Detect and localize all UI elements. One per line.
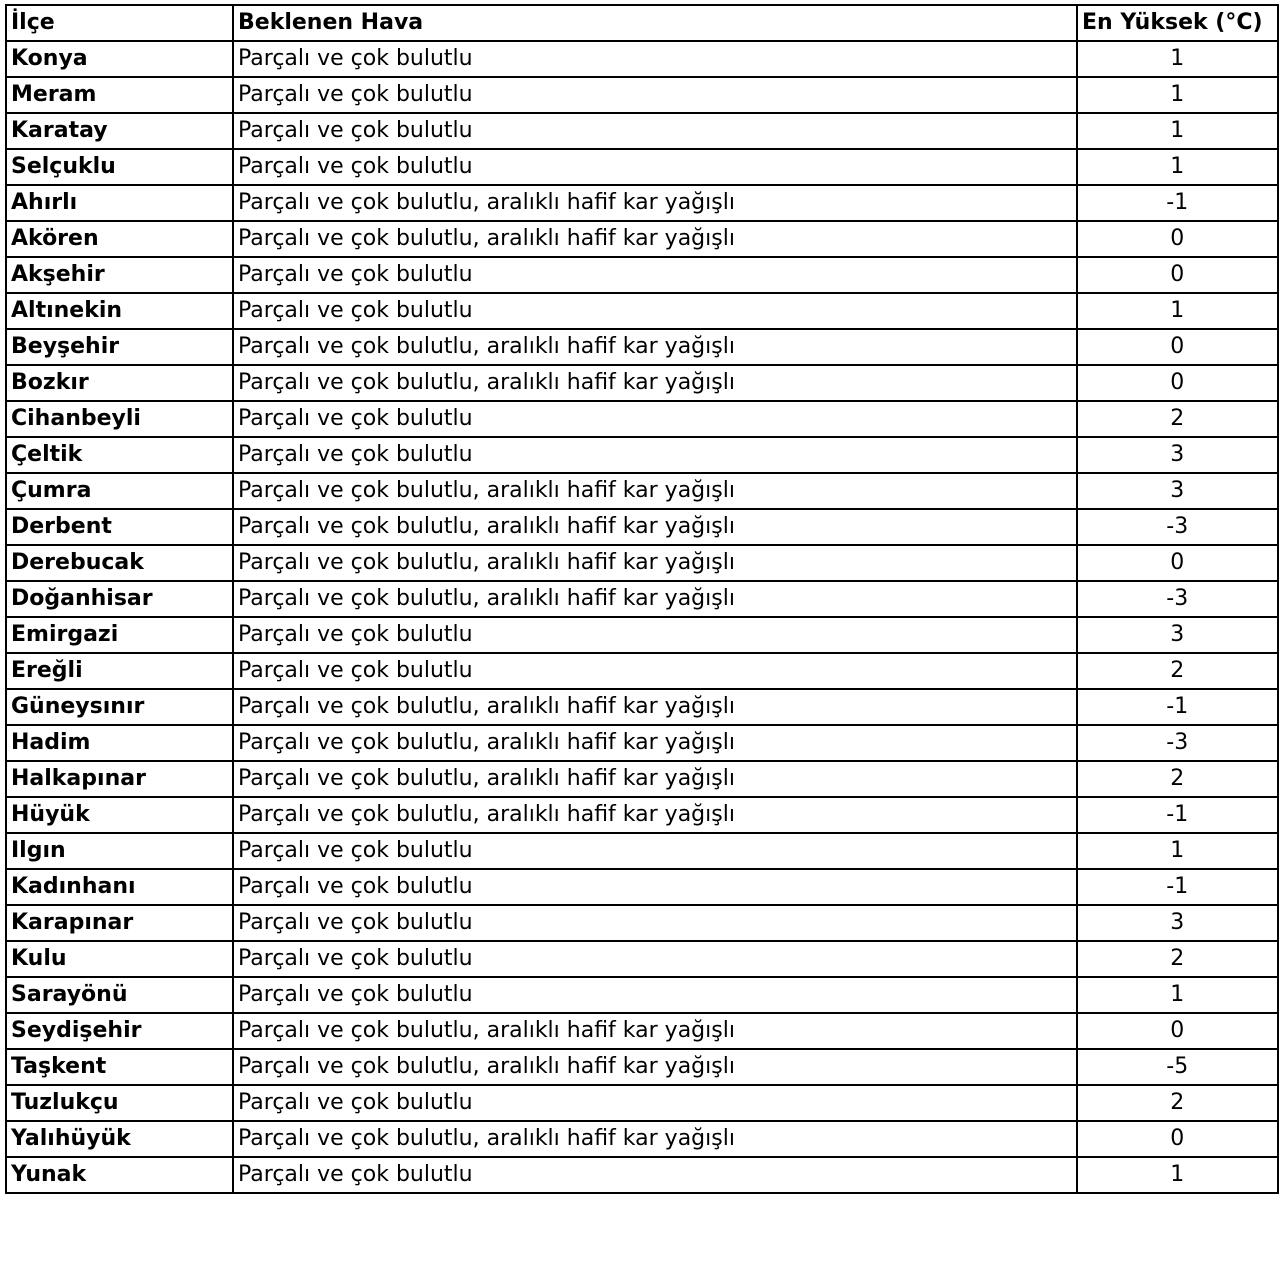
table-row xyxy=(6,1013,1278,1049)
table-row xyxy=(6,365,1278,401)
district-cell: Seydişehir xyxy=(6,1013,233,1049)
table-row xyxy=(6,401,1278,437)
forecast-cell: Parçalı ve çok bulutlu, aralıklı hafif kar yağışlı xyxy=(233,545,1077,581)
table-row xyxy=(6,581,1278,617)
forecast-cell: Parçalı ve çok bulutlu xyxy=(233,437,1077,473)
forecast-cell: Parçalı ve çok bulutlu xyxy=(233,77,1077,113)
max-temp-cell: -1 xyxy=(1077,185,1278,221)
table-row xyxy=(6,41,1278,77)
district-cell: Hadim xyxy=(6,725,233,761)
max-temp-cell: 2 xyxy=(1077,941,1278,977)
forecast-cell: Parçalı ve çok bulutlu, aralıklı hafif kar yağışlı xyxy=(233,581,1077,617)
forecast-cell: Parçalı ve çok bulutlu, aralıklı hafif kar yağışlı xyxy=(233,185,1077,221)
max-temp-cell: -3 xyxy=(1077,509,1278,545)
max-temp-cell: -3 xyxy=(1077,725,1278,761)
table-row xyxy=(6,1085,1278,1121)
table-row xyxy=(6,725,1278,761)
max-temp-cell: -5 xyxy=(1077,1049,1278,1085)
max-temp-cell: 3 xyxy=(1077,905,1278,941)
forecast-cell: Parçalı ve çok bulutlu xyxy=(233,257,1077,293)
table-row xyxy=(6,149,1278,185)
max-temp-cell: 1 xyxy=(1077,149,1278,185)
district-cell: Akşehir xyxy=(6,257,233,293)
max-temp-cell: 3 xyxy=(1077,437,1278,473)
table-row xyxy=(6,653,1278,689)
district-cell: Yunak xyxy=(6,1157,233,1193)
forecast-cell: Parçalı ve çok bulutlu, aralıklı hafif kar yağışlı xyxy=(233,365,1077,401)
district-cell: Doğanhisar xyxy=(6,581,233,617)
weather-table xyxy=(5,4,1279,1194)
table-row xyxy=(6,293,1278,329)
max-temp-cell: 2 xyxy=(1077,653,1278,689)
table-row xyxy=(6,329,1278,365)
table-row xyxy=(6,797,1278,833)
table-row xyxy=(6,905,1278,941)
district-cell: Cihanbeyli xyxy=(6,401,233,437)
table-row xyxy=(6,509,1278,545)
forecast-cell: Parçalı ve çok bulutlu xyxy=(233,113,1077,149)
forecast-cell: Parçalı ve çok bulutlu, aralıklı hafif kar yağışlı xyxy=(233,725,1077,761)
max-temp-cell: 3 xyxy=(1077,473,1278,509)
forecast-cell: Parçalı ve çok bulutlu, aralıklı hafif kar yağışlı xyxy=(233,1121,1077,1157)
table-row xyxy=(6,941,1278,977)
max-temp-cell: 0 xyxy=(1077,545,1278,581)
max-temp-cell: 0 xyxy=(1077,1013,1278,1049)
forecast-cell: Parçalı ve çok bulutlu xyxy=(233,149,1077,185)
table-row xyxy=(6,113,1278,149)
district-cell: Meram xyxy=(6,77,233,113)
header-max-temp: En Yüksek (°C) xyxy=(1077,5,1278,41)
district-cell: Altınekin xyxy=(6,293,233,329)
district-cell: Kulu xyxy=(6,941,233,977)
district-cell: Taşkent xyxy=(6,1049,233,1085)
district-cell: Beyşehir xyxy=(6,329,233,365)
table-row xyxy=(6,257,1278,293)
max-temp-cell: 2 xyxy=(1077,1085,1278,1121)
max-temp-cell: -3 xyxy=(1077,581,1278,617)
forecast-cell: Parçalı ve çok bulutlu xyxy=(233,869,1077,905)
district-cell: Karapınar xyxy=(6,905,233,941)
district-cell: Çeltik xyxy=(6,437,233,473)
district-cell: Emirgazi xyxy=(6,617,233,653)
max-temp-cell: 0 xyxy=(1077,221,1278,257)
forecast-cell: Parçalı ve çok bulutlu, aralıklı hafif kar yağışlı xyxy=(233,689,1077,725)
district-cell: Derbent xyxy=(6,509,233,545)
table-row xyxy=(6,833,1278,869)
table-row xyxy=(6,869,1278,905)
max-temp-cell: 2 xyxy=(1077,401,1278,437)
forecast-cell: Parçalı ve çok bulutlu, aralıklı hafif kar yağışlı xyxy=(233,1049,1077,1085)
forecast-cell: Parçalı ve çok bulutlu, aralıklı hafif kar yağışlı xyxy=(233,761,1077,797)
forecast-cell: Parçalı ve çok bulutlu, aralıklı hafif kar yağışlı xyxy=(233,221,1077,257)
forecast-cell: Parçalı ve çok bulutlu, aralıklı hafif kar yağışlı xyxy=(233,1013,1077,1049)
district-cell: Çumra xyxy=(6,473,233,509)
table-row xyxy=(6,977,1278,1013)
max-temp-cell: 1 xyxy=(1077,293,1278,329)
district-cell: Akören xyxy=(6,221,233,257)
district-cell: Halkapınar xyxy=(6,761,233,797)
district-cell: Derebucak xyxy=(6,545,233,581)
table-body xyxy=(6,41,1278,1193)
table-row xyxy=(6,545,1278,581)
district-cell: Ilgın xyxy=(6,833,233,869)
max-temp-cell: -1 xyxy=(1077,869,1278,905)
table-row xyxy=(6,1049,1278,1085)
max-temp-cell: -1 xyxy=(1077,797,1278,833)
forecast-cell: Parçalı ve çok bulutlu xyxy=(233,401,1077,437)
header-forecast: Beklenen Hava xyxy=(233,5,1077,41)
forecast-cell: Parçalı ve çok bulutlu, aralıklı hafif kar yağışlı xyxy=(233,509,1077,545)
table-row xyxy=(6,437,1278,473)
max-temp-cell: 1 xyxy=(1077,41,1278,77)
max-temp-cell: 0 xyxy=(1077,329,1278,365)
forecast-cell: Parçalı ve çok bulutlu xyxy=(233,293,1077,329)
forecast-cell: Parçalı ve çok bulutlu xyxy=(233,977,1077,1013)
district-cell: Hüyük xyxy=(6,797,233,833)
table-row xyxy=(6,473,1278,509)
district-cell: Selçuklu xyxy=(6,149,233,185)
max-temp-cell: 1 xyxy=(1077,1157,1278,1193)
district-cell: Kadınhanı xyxy=(6,869,233,905)
district-cell: Güneysınır xyxy=(6,689,233,725)
table-row xyxy=(6,1157,1278,1193)
forecast-cell: Parçalı ve çok bulutlu xyxy=(233,833,1077,869)
district-cell: Yalıhüyük xyxy=(6,1121,233,1157)
max-temp-cell: 1 xyxy=(1077,833,1278,869)
header-row xyxy=(6,5,1278,41)
forecast-cell: Parçalı ve çok bulutlu xyxy=(233,1157,1077,1193)
forecast-cell: Parçalı ve çok bulutlu xyxy=(233,941,1077,977)
max-temp-cell: 1 xyxy=(1077,977,1278,1013)
table-row xyxy=(6,185,1278,221)
table-row xyxy=(6,1121,1278,1157)
district-cell: Tuzlukçu xyxy=(6,1085,233,1121)
table-row xyxy=(6,221,1278,257)
forecast-cell: Parçalı ve çok bulutlu, aralıklı hafif kar yağışlı xyxy=(233,473,1077,509)
forecast-cell: Parçalı ve çok bulutlu xyxy=(233,41,1077,77)
max-temp-cell: 1 xyxy=(1077,113,1278,149)
max-temp-cell: -1 xyxy=(1077,689,1278,725)
max-temp-cell: 1 xyxy=(1077,77,1278,113)
max-temp-cell: 0 xyxy=(1077,257,1278,293)
table-row xyxy=(6,761,1278,797)
forecast-cell: Parçalı ve çok bulutlu xyxy=(233,653,1077,689)
forecast-cell: Parçalı ve çok bulutlu, aralıklı hafif kar yağışlı xyxy=(233,329,1077,365)
district-cell: Karatay xyxy=(6,113,233,149)
header-district: İlçe xyxy=(6,5,233,41)
max-temp-cell: 3 xyxy=(1077,617,1278,653)
max-temp-cell: 0 xyxy=(1077,1121,1278,1157)
forecast-cell: Parçalı ve çok bulutlu xyxy=(233,1085,1077,1121)
district-cell: Konya xyxy=(6,41,233,77)
table-row xyxy=(6,77,1278,113)
forecast-cell: Parçalı ve çok bulutlu xyxy=(233,617,1077,653)
forecast-cell: Parçalı ve çok bulutlu, aralıklı hafif kar yağışlı xyxy=(233,797,1077,833)
district-cell: Sarayönü xyxy=(6,977,233,1013)
district-cell: Bozkır xyxy=(6,365,233,401)
max-temp-cell: 0 xyxy=(1077,365,1278,401)
forecast-cell: Parçalı ve çok bulutlu xyxy=(233,905,1077,941)
district-cell: Ereğli xyxy=(6,653,233,689)
district-cell: Ahırlı xyxy=(6,185,233,221)
table-row xyxy=(6,689,1278,725)
table-row xyxy=(6,617,1278,653)
max-temp-cell: 2 xyxy=(1077,761,1278,797)
